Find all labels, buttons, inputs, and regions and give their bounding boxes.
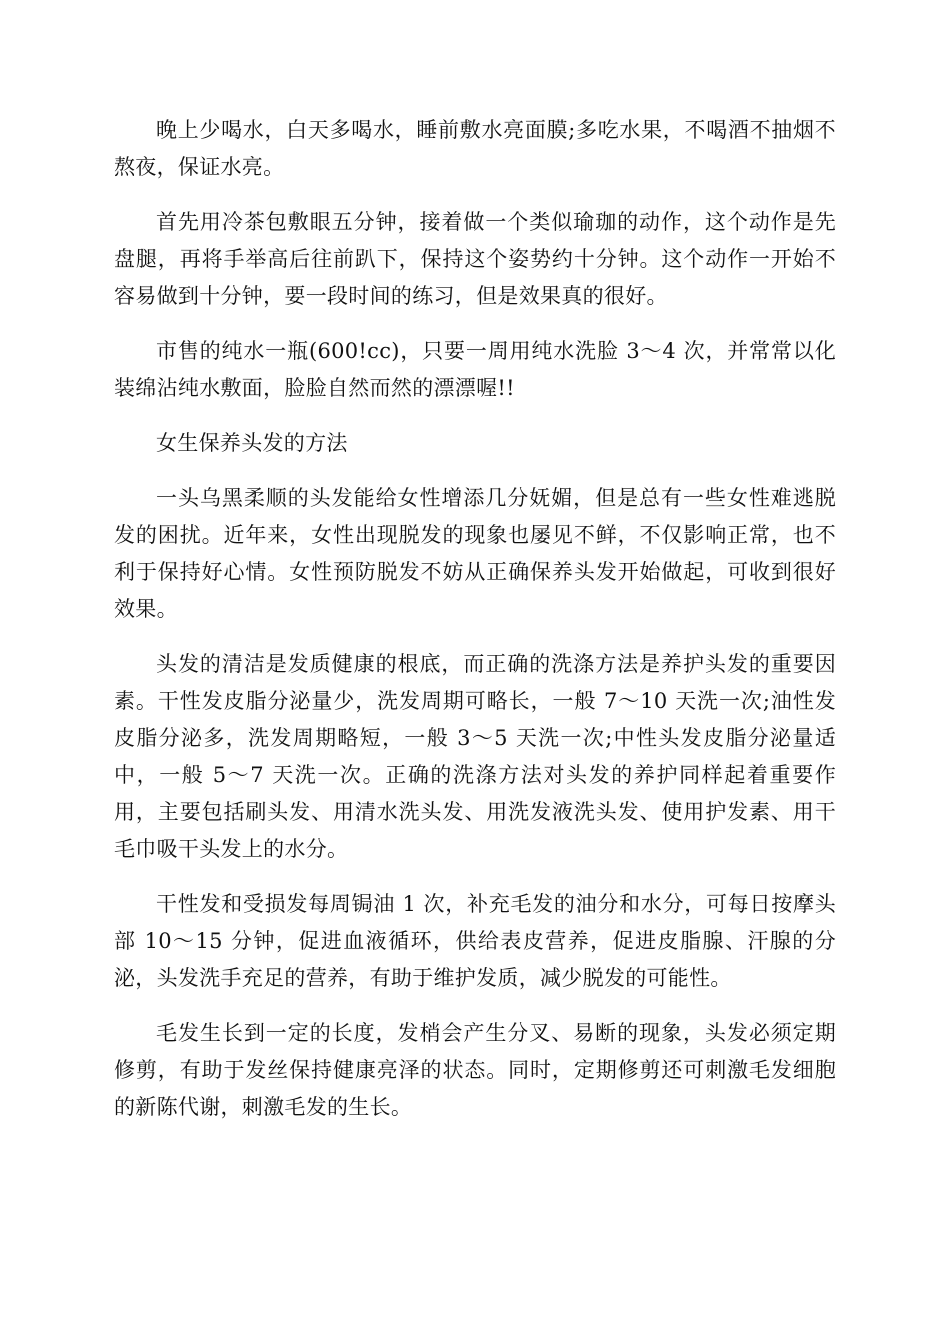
paragraph-hair-loss-intro: 一头乌黑柔顺的头发能给女性增添几分妩媚，但是总有一些女性难逃脱发的困扰。近年来，女性出现脱发的现象也屡见不鲜，不仅影响正常，也不利于保持好心情。女性预防脱发不妨从正确保养头发开始做起，可收到很好效果。 — [114, 486, 836, 621]
paragraph-trimming: 毛发生长到一定的长度，发梢会产生分叉、易断的现象，头发必须定期修剪，有助于发丝保持健康亮泽的状态。同时，定期修剪还可刺激毛发细胞的新陈代谢，刺激毛发的生长。 — [114, 1021, 836, 1119]
document-body — [114, 112, 836, 1144]
paragraph-night-water: 晚上少喝水，白天多喝水，睡前敷水亮面膜;多吃水果，不喝酒不抽烟不熬夜，保证水亮。 — [114, 118, 836, 179]
paragraph-pure-water: 市售的纯水一瓶(600!cc)，只要一周用纯水洗脸 3～4 次，并常常以化装绵沾纯水敷面，脸脸自然而然的漂漂喔!! — [114, 339, 836, 400]
paragraph-hair-washing: 头发的清洁是发质健康的根底，而正确的洗涤方法是养护头发的重要因素。干性发皮脂分泌量少，洗发周期可略长，一般 7～10 天洗一次;油性发皮脂分泌多，洗发周期略短，一般 3～5 天洗一次;中性头发皮脂分泌量适中，一般 5～7 天洗一次。正确的洗涤方法对头发的养护同样起着重要作用，主要包括刷头发、用清水洗头发、用洗发液洗头发、使用护发素、用干毛巾吸干头发上的水分。 — [114, 652, 836, 861]
paragraph-tea-bag-yoga: 首先用冷茶包敷眼五分钟，接着做一个类似瑜珈的动作，这个动作是先盘腿，再将手举高后往前趴下，保持这个姿势约十分钟。这个动作一开始不容易做到十分钟，要一段时间的练习，但是效果真的很好。 — [114, 210, 836, 308]
paragraph-oil-massage: 干性发和受损发每周锔油 1 次，补充毛发的油分和水分，可每日按摩头部 10～15 分钟，促进血液循环，供给表皮营养，促进皮脂腺、汗腺的分泌，头发洗手充足的营养，有助于维护发质，减少脱发的可能性。 — [114, 892, 836, 990]
section-heading-hair-care: 女生保养头发的方法 — [156, 431, 348, 455]
